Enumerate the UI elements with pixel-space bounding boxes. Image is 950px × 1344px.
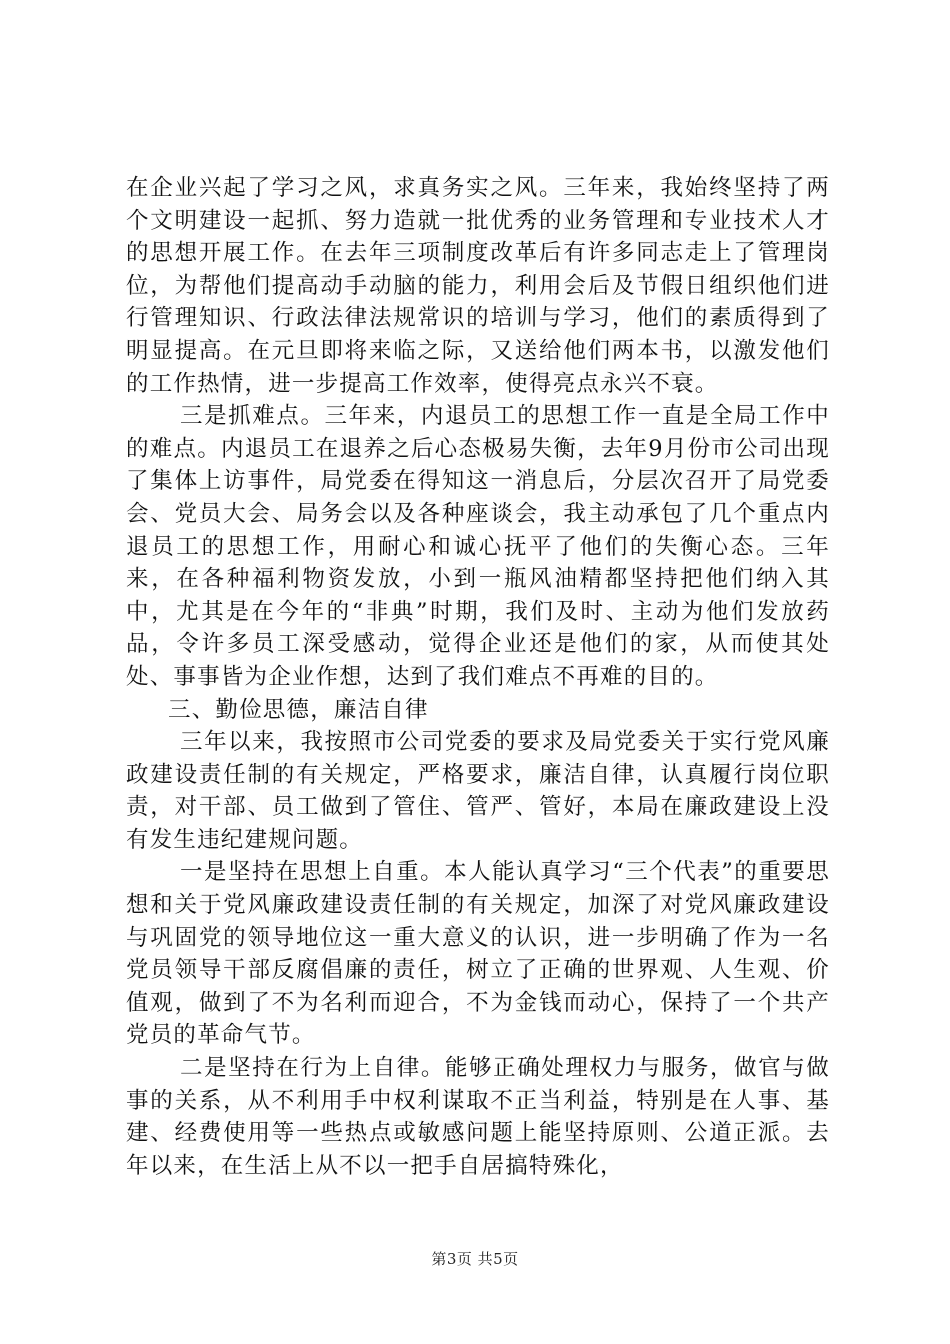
section-heading-integrity: 三、勤俭思德，廉洁自律 <box>168 696 429 723</box>
paragraph-self-respect: 一是坚持在思想上自重。本人能认真学习“三个代表”的重要思想和关于党风廉政建设责任制的有关规定，加深了对党风廉政建设与巩固党的领导地位这一重大意义的认识，进一步明确了作为一名党员领导干部反腐倡廉的责任，树立了正确的世界观、人生观、价值观，做到了不为名利而迎合，不为金钱而动心，保持了一个共产党员的革命气节。 <box>126 859 830 1049</box>
page-number-footer: 第3页 共5页 <box>431 1250 519 1268</box>
paragraph-difficult-point: 三是抓难点。三年来，内退员工的思想工作一直是全局工作中的难点。内退员工在退养之后心态极易失衡，去年9月份市公司出现了集体上访事件，局党委在得知这一消息后，分层次召开了局党委会、党员大会、局务会以及各种座谈会，我主动承包了几个重点内退员工的思想工作，用耐心和诚心抚平了他们的失衡心态。三年来，在各种福利物资发放，小到一瓶风油精都坚持把他们纳入其中，尤其是在今年的“非典”时期，我们及时、主动为他们发放药品，令许多员工深受感动，觉得企业还是他们的家，从而使其处处、事事皆为企业作想，达到了我们难点不再难的目的。 <box>126 403 830 690</box>
paragraph-self-discipline: 二是坚持在行为上自律。能够正确处理权力与服务，做官与做事的关系，从不利用手中权利谋取不正当利益，特别是在人事、基建、经费使用等一些热点或敏感问题上能坚持原则、公道正派。去年以来，在生活上从不以一把手自居搞特殊化， <box>126 1055 830 1179</box>
document-body <box>126 172 830 1182</box>
paragraph-integrity-intro: 三年以来，我按照市公司党委的要求及局党委关于实行党风廉政建设责任制的有关规定，严格要求，廉洁自律，认真履行岗位职责，对干部、员工做到了管住、管严、管好，本局在廉政建设上没有发生违纪建规问题。 <box>126 729 830 853</box>
paragraph-continuation: 在企业兴起了学习之风，求真务实之风。三年来，我始终坚持了两个文明建设一起抓、努力造就一批优秀的业务管理和专业技术人才的思想开展工作。在去年三项制度改革后有许多同志走上了管理岗位，为帮他们提高动手动脑的能力，利用会后及节假日组织他们进行管理知识、行政法律法规常识的培训与学习，他们的素质得到了明显提高。在元旦即将来临之际，又送给他们两本书，以激发他们的工作热情，进一步提高工作效率，使得亮点永兴不衰。 <box>126 175 830 397</box>
